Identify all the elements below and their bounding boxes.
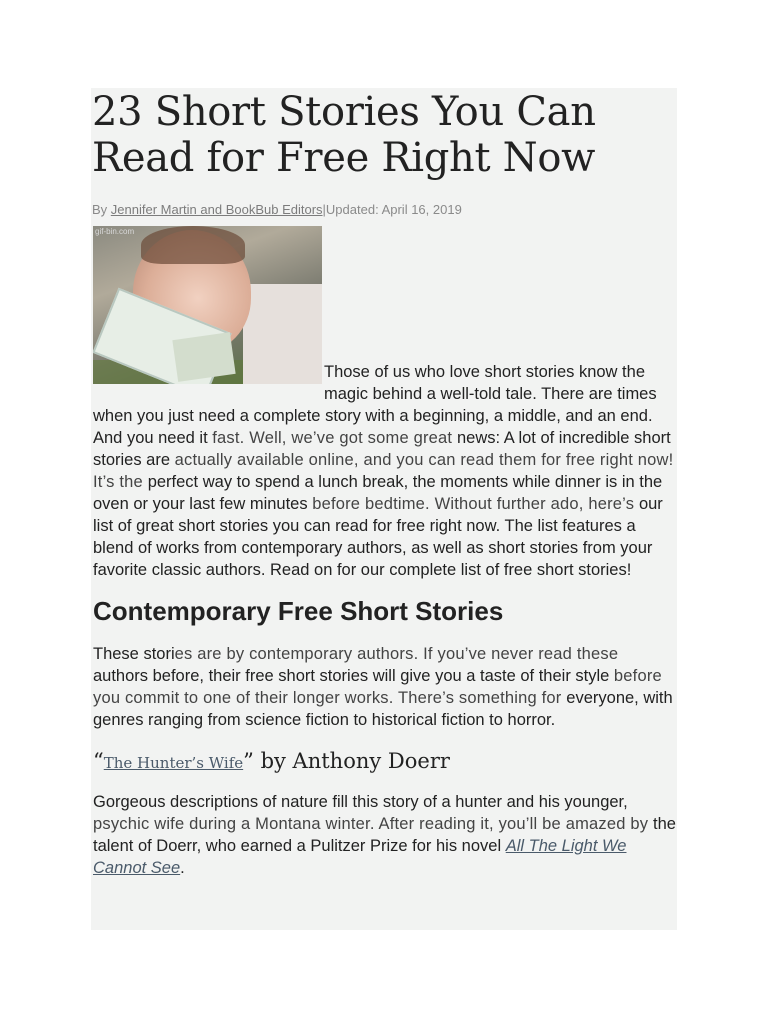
- story-title-hunters-wife: “The Hunter’s Wife” by Anthony Doerr: [93, 749, 450, 773]
- article-title: 23 Short Stories You Can Read for Free Right Now: [92, 89, 596, 181]
- byline-prefix: By: [92, 202, 111, 217]
- hunters-wife-link[interactable]: The Hunter’s Wife: [103, 754, 244, 772]
- intro-paragraph: Those of us who love short stories know the magic behind a well-told tale. There are times when you just need a complete story with a beginning, a middle, and an end. And you need it fast. Well, we’ve got some great news: A lot of incredible short stories are actually available online, and you can read them for free right now! It’s the perfect way to spend a lunch break, the moments while dinner is in the oven or your last few minutes before bedtime. Without further ado, here’s our list of great short stories you can read for free right now. The list features a blend of works from contemporary authors, as well as short stories from your favorite classic authors. Read on for our complete list of free short stories!: [93, 363, 674, 579]
- baby-reading-photo: [93, 226, 322, 384]
- article-page: [91, 88, 677, 930]
- all-the-light-link[interactable]: All The Light We Cannot See: [93, 837, 627, 877]
- author-link[interactable]: Jennifer Martin and BookBub Editors: [110, 202, 323, 217]
- byline-separator: |: [322, 202, 326, 217]
- byline: [92, 201, 677, 219]
- story-description: Gorgeous descriptions of nature fill this story of a hunter and his younger, psychic wife during a Montana winter. After reading it, you’ll be amazed by the talent of Doerr, who earned a Pulitzer Prize for his novel All The Light We Cannot See.: [93, 793, 676, 877]
- updated-date: Updated: April 16, 2019: [325, 202, 462, 217]
- photo-watermark: gif-bin.com: [95, 227, 135, 236]
- section-heading: Contemporary Free Short Stories: [93, 596, 504, 626]
- section-paragraph: These stories are by contemporary authors. If you’ve never read these authors before, their free short stories will give you a taste of their style before you commit to one of their longer works. There’s something for everyone, with genres ranging from science fiction to historical fiction to horror.: [93, 645, 673, 729]
